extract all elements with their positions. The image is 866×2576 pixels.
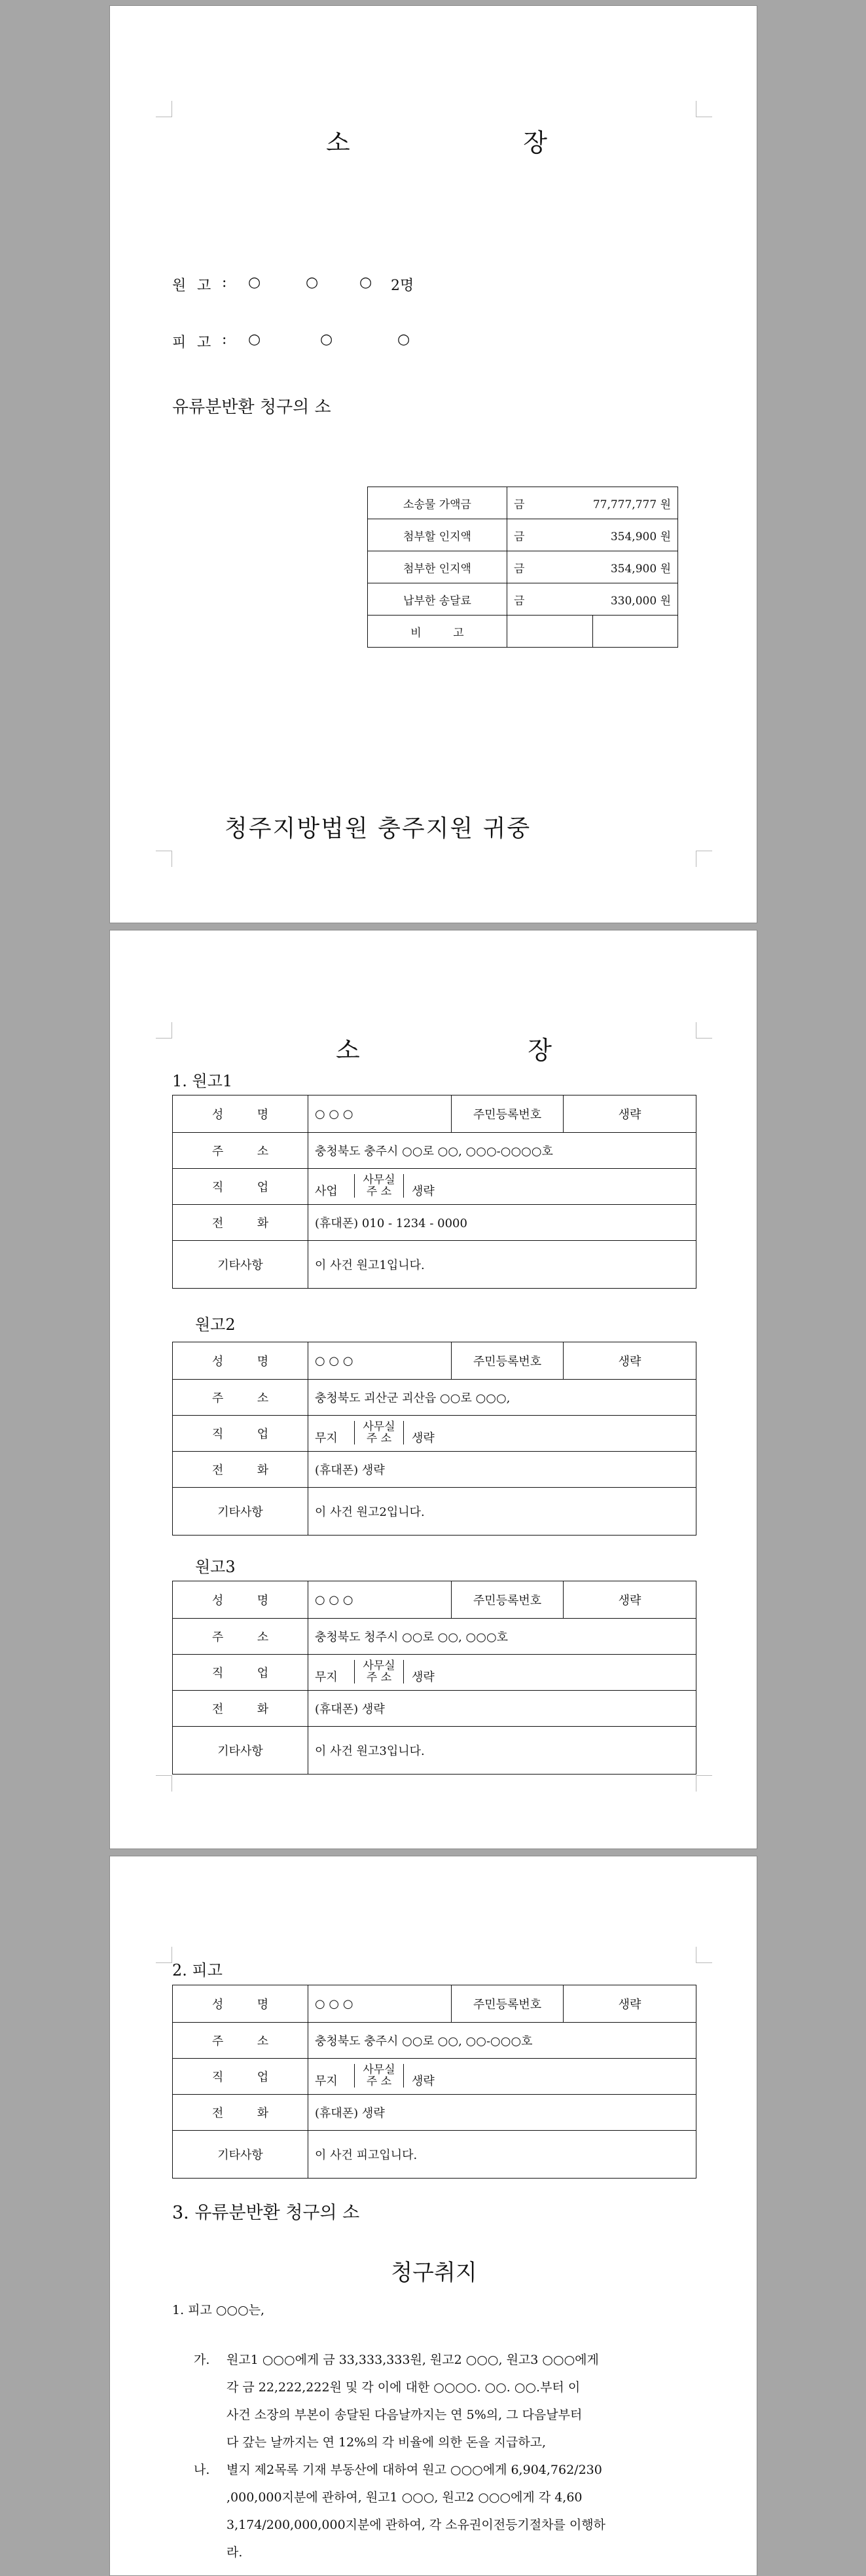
etc-row: 기타사항 이 사건 원고3입니다. <box>173 1727 696 1775</box>
claim-item-1: 1. 피고 ○○○는, <box>172 2303 265 2317</box>
cover-title: 소 장 <box>326 128 547 157</box>
phone-row: 전 화 (휴대폰) 010 - 1234 - 0000 <box>173 1205 696 1241</box>
fee-row: 납부한 송달료 금 330,000 원 <box>368 583 678 616</box>
crop-mark <box>696 1947 712 1963</box>
job-row: 직 업 무지사무실 주 소 생략 <box>173 1416 696 1452</box>
crop-mark <box>156 1775 172 1792</box>
etc-row: 기타사항 이 사건 원고1입니다. <box>173 1241 696 1289</box>
plaintiff2-heading: 원고2 <box>195 1316 236 1334</box>
claim-marker-na: 나. <box>194 2463 210 2477</box>
name-row: 성 명 ○ ○ ○ 주민등록번호 생략 <box>173 1985 696 2023</box>
page2-title: 소 장 <box>336 1036 552 1065</box>
plaintiff2-table <box>172 1342 696 1536</box>
phone-row: 전 화 (휴대폰) 생략 <box>173 1691 696 1727</box>
name-row: 성 명 ○ ○ ○ 주민등록번호 생략 <box>173 1342 696 1380</box>
remarks-row: 비 고 <box>368 616 678 648</box>
crop-mark <box>696 851 712 867</box>
address-row: 주 소 충청북도 괴산군 괴산읍 ○○로 ○○○, <box>173 1380 696 1416</box>
phone-row: 전 화 (휴대폰) 생략 <box>173 1452 696 1488</box>
crop-mark <box>156 1947 172 1963</box>
fee-table <box>367 487 678 648</box>
address-row: 주 소 충청북도 충주시 ○○로 ○○, ○○○-○○○○호 <box>173 1133 696 1169</box>
crop-mark <box>156 101 172 117</box>
claim-title: 청구취지 <box>391 2260 477 2286</box>
phone-row: 전 화 (휴대폰) 생략 <box>173 2095 696 2131</box>
plaintiffs-page <box>109 930 757 1849</box>
defendant-table <box>172 1985 696 2179</box>
plaintiff3-table <box>172 1581 696 1775</box>
etc-row: 기타사항 이 사건 원고2입니다. <box>173 1488 696 1536</box>
defendant-claim-page <box>109 1856 757 2576</box>
defendant-line: 피 고 : ○ ○ ○ <box>172 331 410 351</box>
crop-mark <box>696 101 712 117</box>
court-name: 청주지방법원 충주지원 귀중 <box>225 815 532 842</box>
claim-item-na: 별지 제2목록 기재 부동산에 대하여 원고 ○○○에게 6,904,762/230 ,000,000지분에 관하여, 원고1 ○○○, 원고2 ○○○에게 각 4,60 3,174/200,000,000지분에 관하여, 각 소유권이전등기절차를 이행하 라. <box>226 2463 605 2560</box>
defendant-heading: 2. 피고 <box>172 1961 223 1979</box>
plaintiff-line: 원 고 : ○ ○ ○ 2명 <box>172 274 414 294</box>
address-row: 주 소 충청북도 충주시 ○○로 ○○, ○○-○○○호 <box>173 2023 696 2059</box>
crop-mark <box>696 1022 712 1039</box>
crop-mark <box>156 1022 172 1039</box>
name-row: 성 명 ○ ○ ○ 주민등록번호 생략 <box>173 1581 696 1619</box>
plaintiff3-heading: 원고3 <box>195 1558 236 1576</box>
name-row: 성 명 ○ ○ ○ 주민등록번호 생략 <box>173 1095 696 1133</box>
etc-row: 기타사항 이 사건 피고입니다. <box>173 2131 696 2179</box>
address-row: 주 소 충청북도 청주시 ○○로 ○○, ○○○호 <box>173 1619 696 1655</box>
claim-item-ga: 원고1 ○○○에게 금 33,333,333원, 원고2 ○○○, 원고3 ○○○에게 각 금 22,222,222원 및 각 이에 대한 ○○○○. ○○. ○○.부터 이 사건 소장의 부본이 송달된 다음날까지는 연 5%의, 그 다음날부터 다 갚는 날까지는 연 12%의 각 비율에 의한 돈을 지급하고, <box>226 2353 599 2450</box>
plaintiff1-table <box>172 1095 696 1289</box>
job-row: 직 업 무지사무실 주 소 생략 <box>173 1655 696 1691</box>
fee-row: 첨부한 인지액 금 354,900 원 <box>368 551 678 583</box>
claim-marker-ga: 가. <box>194 2353 210 2367</box>
job-row: 직 업 사업사무실 주 소 생략 <box>173 1169 696 1205</box>
fee-row: 소송물 가액금 금 77,777,777 원 <box>368 487 678 519</box>
cover-page <box>109 5 757 923</box>
job-row: 직 업 무지사무실 주 소 생략 <box>173 2059 696 2095</box>
crop-mark <box>156 851 172 867</box>
crop-mark <box>696 1775 712 1792</box>
fee-row: 첨부할 인지액 금 354,900 원 <box>368 519 678 551</box>
section3-heading: 3. 유류분반환 청구의 소 <box>172 2203 360 2223</box>
plaintiff1-heading: 1. 원고1 <box>172 1072 233 1090</box>
case-name: 유류분반환 청구의 소 <box>172 397 331 417</box>
